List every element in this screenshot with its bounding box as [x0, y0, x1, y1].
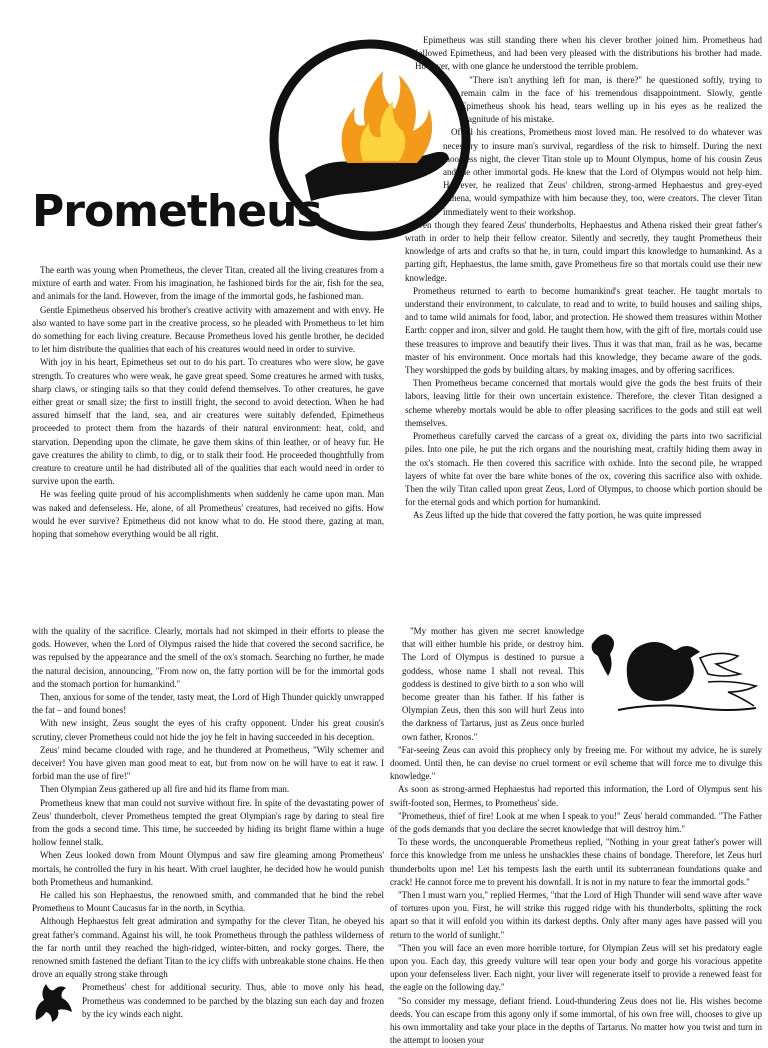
- story-column-3: [32, 625, 384, 1024]
- paragraph: "Then I must warn you," replied Hermes, "that the Lord of High Thunder will send wave after wave of tortures upon you. First, he will strike this rugged ridge with his thunderbolts, splitting the rock apart so that it will enfold you within its darkest depths. Only after many ages have passed will you return to the world of sunlight.": [390, 890, 762, 940]
- paragraph: "Then you will face an even more horrible torture, for Olympian Zeus will set his predatory eagle upon you. Each day, this greedy vulture will tear open your body and gorge his voracious appetite upon your defenseless liver. Each night, your liver will regenerate itself to provide a renewed feast for the eagle on the following day.": [390, 942, 762, 993]
- eagle-on-rock-illustration: [588, 622, 762, 718]
- paragraph: With new insight, Zeus sought the eyes of his crafty opponent. Under his great cousin's scrutiny, clever Prometheus could not hide the joy he felt in having succeeded in his deception.: [32, 718, 384, 742]
- story-column-1: [32, 264, 384, 570]
- paragraph: Prometheus' chest for additional security. Thus, able to move only his head, Prometheus was condemned to be parched by the blazing sun each day and frozen by the icy winds each night.: [82, 982, 384, 1019]
- paragraph: "My mother has given me secret knowledge that will either humble his pride, or destroy him. The Lord of Olympus is destined to pursue a goddess, whose name I shall not reveal. This goddess is destined to give birth to a son who will become greater than his father. If his father is Olympian Zeus, then this son will hurl Zeus into the darkness of Tartarus, just as Zeus once hurled own father, Kronos.": [402, 626, 584, 742]
- paragraph: He called his son Hephaestus, the renowned smith, and commanded that he bind the rebel Prometheus to Mount Caucasus far in the north, in Scythia.: [32, 890, 384, 914]
- paragraph: Then, anxious for some of the tender, tasty meat, the Lord of High Thunder quickly unwrapped the fat – and found bones!: [32, 692, 384, 716]
- paragraph: He was feeling quite proud of his accomplishments when suddenly he came upon man. Man was naked and defenseless. He, alone, of all Prometheus' creatures, had received no gifts. How would he ever survive? Epimetheus did not know what to do. He stood there, gazing at man, hoping that somehow everything would be all right.: [32, 489, 384, 540]
- paragraph: Of all his creations, Prometheus most loved man. He resolved to do whatever was necessary to insure man's survival, regardless of the risk to himself. During the next moonless night, the clever Titan stole up to Mount Olympus, home of his cousin Zeus and the other immortal gods. He knew that the Lord of Olympus would not help him. However, he realized that Zeus' children, strong-armed Hephaestus and grey-eyed Athena, would sympathize with him because they, too, were creators. The clever Titan immediately went to their workshop.: [443, 127, 762, 217]
- paragraph: "Prometheus, thief of fire! Look at me when I speak to you!" Zeus' herald commanded. "The Father of the gods demands that you declare the secret knowledge that will destroy him.": [390, 810, 762, 835]
- paragraph: As Zeus lifted up the hide that covered the fatty portion, he was quite impressed: [413, 510, 702, 521]
- paragraph: As soon as strong-armed Hephaestus had reported this information, the Lord of Olympus sent his swift-footed son, Hermes, to Prometheus' side.: [390, 784, 762, 808]
- page-title: Prometheus: [32, 186, 322, 237]
- story-column-2: [405, 34, 762, 570]
- paragraph: Epimetheus was still standing there when his clever brother joined him. Prometheus had followed Epimetheus, and had been very pleased with the distributions his brother had made. However, with one glance he understood the terrible problem.: [415, 35, 762, 72]
- paragraph: Then Prometheus became concerned that mortals would give the gods the best fruits of their labors, leaving little for their own uncertain existence. Therefore, the clever Titan designed a scheme whereby mortals would be able to offer pleasing sacrifices to the gods and still eat well themselves.: [405, 378, 762, 428]
- paragraph: Prometheus knew that man could not survive without fire. In spite of the devastating power of Zeus' thunderbolt, clever Prometheus tempted the great Olympian's rage by daring to steal fire from the gods a second time. This time, he succeeded by hiding its bright flame within a huge hollow fennel stalk.: [32, 797, 384, 848]
- paragraph: Even though they feared Zeus' thunderbolts, Hephaestus and Athena risked their great father's wrath in order to help their fellow creator. Silently and secretly, they taught Prometheus their knowledge of arts and crafts so that he, in turn, could impart this knowledge to humankind. As a parting gift, Hephaestus, the lame smith, gave Prometheus fire so that mortals could use their new knowledge.: [405, 219, 762, 283]
- paragraph: When Zeus looked down from Mount Olympus and saw fire gleaming among Prometheus' mortals, he controlled the fury in his heart. With cruel laughter, he decided how he would punish both Prometheus and humankind.: [32, 850, 384, 887]
- paragraph: Prometheus returned to earth to become humankind's great teacher. He taught mortals to understand their environment, to calculate, to read and to write, to build houses and sailing ships, and to tame wild animals for food, labor, and protection. He showed them treasures within Mother Earth: copper and iron, silver and gold. He taught them how, with the gift of fire, mortals could use these treasures to improve and beautify their lives. Thus it was that man, frail as he was, became master of his environment. Once mortals had this knowledge, they became aware of the gods. They worshipped the gods by building altars, by making images, and by offering sacrifices.: [405, 285, 762, 376]
- paragraph: To these words, the unconquerable Prometheus replied, "Nothing in your great father's power will force this knowledge from me unless he unshackles these chains of bondage. Therefore, let Zeus hurl thunderbolts upon me! Let his tempests lash the earth until its subterranean foundations quake and crack! He cannot force me to prevent his downfall. It is not in my nature to fear the immortal gods.": [390, 837, 762, 887]
- paragraph: with the quality of the sacrifice. Clearly, mortals had not skimped in their efforts to please the gods. However, when the Lord of Olympus raised the hide that covered the second sacrifice, he was repulsed by the appearance and the smell of the ox's stomach. Searching no further, he made the natural decision, announcing, "From now on, the fatty portion will be for the immortal gods and the stomach portion for humankind.": [32, 626, 384, 689]
- paragraph: Although Hephaestus felt great admiration and sympathy for the clever Titan, he obeyed his great father's command. Against his will, he took Prometheus through the pathless wilderness of the far north until they reached the high-ridged, winter-bitten, and rocky gorges. There, the renowned smith fastened the defiant Titan to the icy cliffs with unbreakable stone chains. He then drove an equally strong stake through: [32, 916, 384, 980]
- dragon-icon: [36, 984, 72, 1022]
- paragraph: Gentle Epimetheus observed his brother's creative activity with amazement and with envy. He also wanted to have some part in the creative process, so he pleaded with Prometheus to let him do something for each living creature. Because Prometheus loved his gentle brother, he decided to let him distribute the qualities that each of his creatures would need in order to survive.: [32, 304, 384, 355]
- paragraph: Prometheus carefully carved the carcass of a great ox, dividing the parts into two sacrificial piles. Into one pile, he put the rich organs and the nourishing meat, craftily hiding them away in the ox's stomach. He then covered this sacrifice with oxhide. Into the second pile, he wrapped layers of white fat over the bare white bones of the ox, covering this sacrifice also with oxhide. Then the wily Titan called upon great Zeus, Lord of Olympus, to choose which portion should be for the eternal gods and which portion for humankind.: [405, 431, 762, 508]
- dragon-illustration: [30, 978, 76, 1024]
- eagle-icon: [592, 634, 756, 710]
- paragraph: The earth was young when Prometheus, the clever Titan, created all the living creatures from a mixture of earth and water. From his imagination, he fashioned birds for the air, fish for the sea, and animals for the land. However, from the image of the immortal gods, he fashioned man.: [32, 265, 384, 302]
- paragraph: With joy in his heart, Epimetheus set out to do his part. To creatures who were slow, he gave strength. To creatures who were weak, he gave great speed. Some creatures he armed with tusks, sharp claws, or stinging tails so that they could defend themselves. To other creatures, he gave either great or small size; the first to instill fright, the second to avoid detection. When he had assured himself that the land, sea, and air creatures were suitably defended, Epimetheus proceeded to protect them from the hazards of their natural environment: heat, cold, and starvation. Depending upon the climate, he gave them skins of thin leather, or of heavy fur. He gave creatures the ability to climb, to dig, or to stalk their food. He proceeded thoughtfully from creature to creature until he had distributed all of the qualities that each would need in order to survive upon the earth.: [32, 357, 384, 487]
- paragraph: Then Olympian Zeus gathered up all fire and hid its flame from man.: [40, 784, 290, 795]
- paragraph: Zeus' mind became clouded with rage, and he thundered at Prometheus, "Wily schemer and deceiver! You have given man good meat to eat, but from now on he will have to eat it raw. I forbid man the use of fire!": [32, 744, 384, 782]
- paragraph: "So consider my message, defiant friend. Loud-thundering Zeus does not lie. His wishes become deeds. You can escape from this agony only if some immortal, of his own free will, chooses to give up his own immortality and take your place in the depths of Tartarus. No matter how you twist and turn in the attempt to loosen your: [390, 995, 762, 1046]
- paragraph: "Far-seeing Zeus can avoid this prophecy only by freeing me. For without my advice, he is surely doomed. Until then, he can devise no cruel torment or evil scheme that will force me to divulge this knowledge.": [390, 744, 762, 782]
- paragraph: "There isn't anything left for man, is there?" he questioned softly, trying to remain calm in the face of his tremendous disappointment. Slowly, gentle Epimetheus shook his head, tears welling up in his eyes as he realized the magnitude of his mistake.: [461, 74, 762, 125]
